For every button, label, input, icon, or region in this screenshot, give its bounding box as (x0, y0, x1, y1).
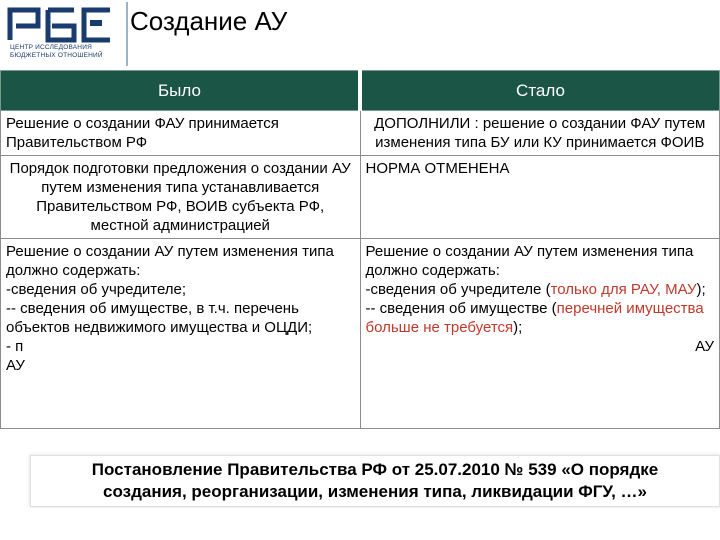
before-item-property: -- сведения об имуществе, в т.ч. перечень объектов недвижимого имущества и ОЦДИ; (6, 300, 313, 336)
table-row (1, 239, 720, 429)
before-item-partial: - п (6, 338, 24, 355)
before-lead: Решение о создании АУ путем изменения типа должно содержать: (6, 243, 334, 279)
cell-before: Порядок подготовки предложения о создании АУ путем изменения типа устанавливается Правительством РФ, ВОИВ субъекта РФ, местной администрацией (1, 156, 361, 239)
after-item-property (366, 299, 715, 337)
cell-before: Решение о создании ФАУ принимается Правительством РФ (1, 111, 361, 156)
table-row (1, 111, 720, 156)
after-item-founder-text: -сведения об учредителе ( (365, 281, 551, 298)
logo-tagline-line-1: ЦЕНТР ИССЛЕДОВАНИЯ (10, 44, 92, 51)
logo-tagline-line-2: БЮДЖЕТНЫХ ОТНОШЕНИЙ (10, 52, 103, 59)
resolution-note (30, 455, 720, 507)
column-header-before: Было (1, 71, 361, 111)
after-item-property-highlight: перечней имущества больше не требуется (365, 300, 704, 336)
cell-after: ДОПОЛНИЛИ : решение о создании ФАУ путем изменения типа БУ или КУ принимается ФОИВ (360, 111, 720, 156)
cell-after (360, 156, 720, 239)
after-lead: Решение о создании АУ путем изменения типа должно содержать: (365, 243, 694, 279)
cell-before (1, 239, 361, 429)
table-row (1, 156, 720, 239)
resolution-note-line-2: создания, реорганизации, изменения типа, ликвидации ФГУ, …» (103, 482, 647, 501)
before-item-founder: -сведения об учредителе; (6, 281, 187, 298)
before-item-partial-2: АУ (6, 357, 25, 374)
after-item-partial: АУ (695, 338, 714, 355)
resolution-note-line-1: Постановление Правительства РФ от 25.07.2010 № 539 «О порядке (91, 460, 659, 479)
table-header-row (1, 71, 720, 111)
after-item-property-end: ); (513, 319, 523, 336)
comparison-table (0, 70, 720, 429)
after-item-property-text: -- сведения об имуществе ( (365, 300, 557, 317)
cell-after (360, 239, 720, 429)
title-divider (126, 2, 128, 66)
slide-header (0, 0, 720, 70)
page-title: Создание АУ (130, 6, 288, 36)
after-item-founder-end: ); (696, 281, 706, 298)
after-item-founder-highlight: только для РАУ, МАУ (550, 281, 697, 298)
cell-after-text: НОРМА ОТМЕНЕНА (365, 160, 510, 177)
logo-tagline (10, 44, 120, 60)
after-item-founder (366, 280, 715, 299)
column-header-after: Стало (360, 71, 720, 111)
slide-footer (0, 508, 720, 540)
